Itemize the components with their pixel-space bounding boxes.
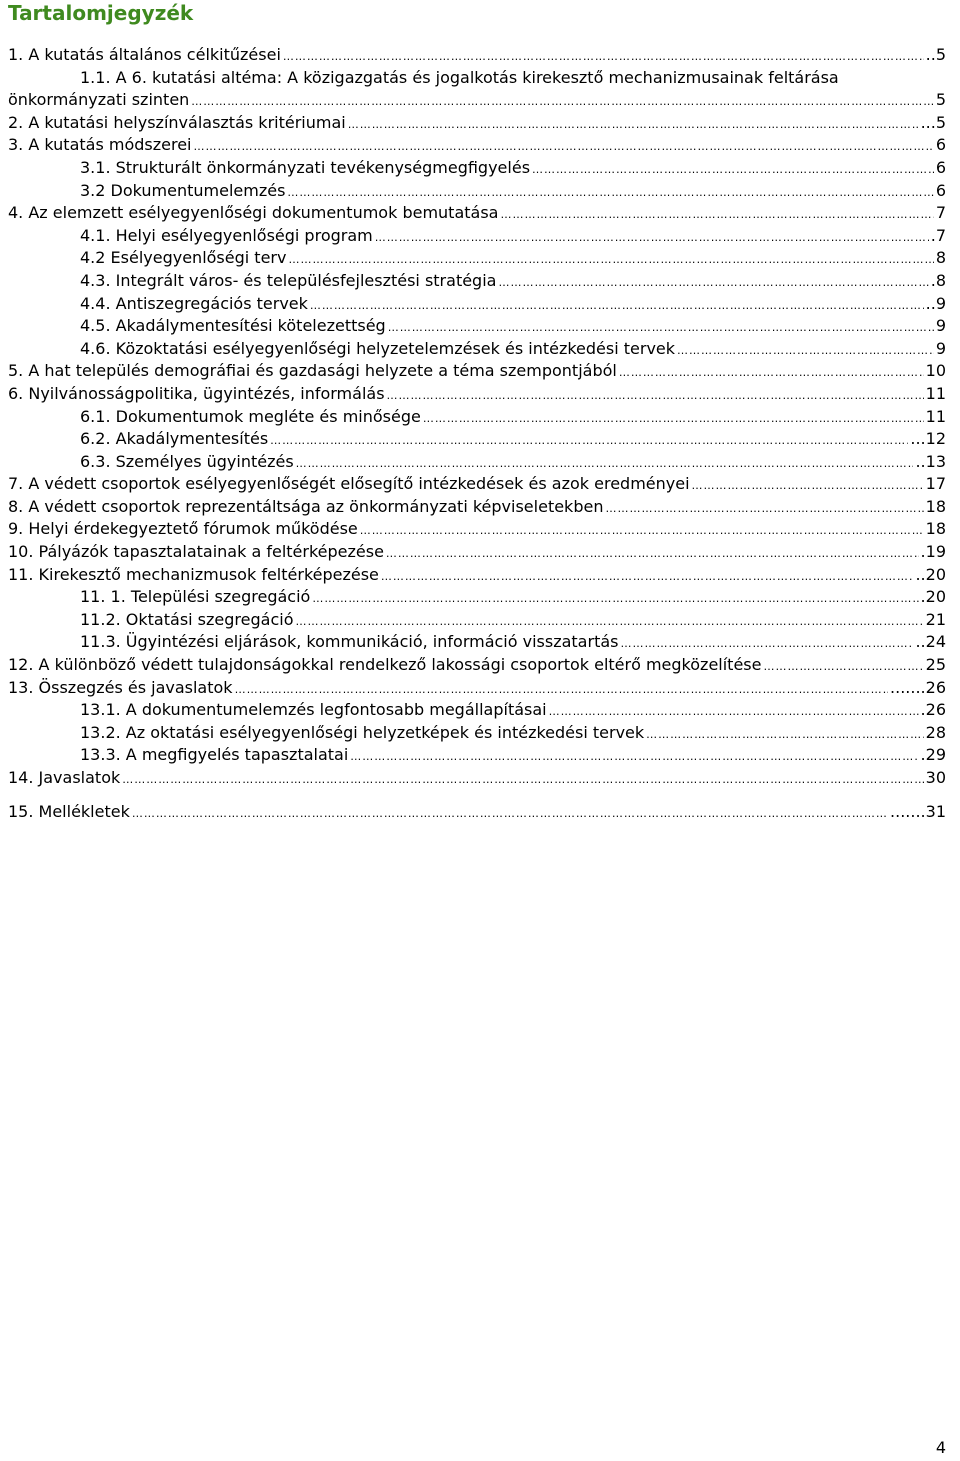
dot-leader	[692, 475, 924, 498]
toc-entry-label: 4.5. Akadálymentesítési kötelezettség	[80, 316, 386, 336]
dot-leader	[191, 91, 934, 114]
toc-entry-label: 12. A különböző védett tulajdonságokkal rendelkező lakossági csoportok eltérő megközelítése	[8, 655, 762, 675]
dot-leader	[423, 408, 924, 431]
toc-entry-page: 17	[925, 474, 946, 494]
toc-entry-label: 4.2 Esélyegyenlőségi terv	[80, 248, 287, 268]
toc-entry[interactable]	[8, 801, 946, 824]
toc-entry-label-continued: önkormányzati szinten	[8, 90, 190, 110]
toc-entry[interactable]	[8, 338, 946, 361]
toc-entry-page: 8	[935, 248, 946, 268]
toc-entry-label: 11. 1. Települési szegregáció	[80, 587, 311, 607]
toc-entry-page: 5	[935, 90, 946, 110]
toc-entry-label: 11. Kirekesztő mechanizmusok feltérképezése	[8, 564, 379, 584]
toc-entry-label: 2. A kutatási helyszínválasztás kritériumai	[8, 112, 346, 132]
toc-entry-label: 4.6. Közoktatási esélyegyenlőségi helyzetelemzések és intézkedési tervek	[80, 338, 676, 358]
toc-entry-label: 3. A kutatás módszerei	[8, 135, 192, 155]
dot-leader	[360, 520, 924, 543]
dot-leader	[283, 46, 924, 69]
dot-leader	[381, 566, 914, 589]
toc-entry-label: 10. Pályázók tapasztalatainak a feltérképezése	[8, 542, 384, 562]
toc-entry-page: .......26	[890, 677, 946, 697]
dot-leader	[348, 114, 919, 137]
toc-entry-page: 7	[935, 203, 946, 223]
toc-entry[interactable]	[8, 157, 946, 180]
toc-entry-page: .29	[920, 745, 946, 765]
toc-entry-label: 13.1. A dokumentumelemzés legfontosabb megállapításai	[80, 700, 547, 720]
toc-entry-label: 7. A védett csoportok esélyegyenlőségét elősegítő intézkedések és azok eredményei	[8, 474, 690, 494]
toc-entry-page: 9	[935, 316, 946, 336]
toc-entry[interactable]	[8, 767, 946, 790]
toc-entry[interactable]	[8, 44, 946, 67]
toc-entry-page: .19	[920, 542, 946, 562]
dot-leader	[194, 136, 934, 159]
toc-entry-label: 4.3. Integrált város- és településfejlesztési stratégia	[80, 270, 497, 290]
toc-entry-page: .26	[920, 700, 946, 720]
toc-entry-label: 3.1. Strukturált önkormányzati tevékenységmegfigyelés	[80, 157, 531, 177]
toc-entry-label: 6. Nyilvánosságpolitika, ügyintézés, informálás	[8, 383, 385, 403]
toc-entry[interactable]	[8, 406, 946, 429]
toc-entry-page: 11	[925, 383, 946, 403]
toc-entry-page: .......31	[890, 801, 946, 821]
dot-leader	[132, 803, 888, 826]
toc-entry-page: ..24	[915, 632, 946, 652]
toc-entry[interactable]	[8, 315, 946, 338]
toc-entry-label: 5. A hat település demográfiai és gazdasági helyzete a téma szempontjából	[8, 361, 617, 381]
dot-leader	[310, 295, 924, 318]
dot-leader	[312, 588, 918, 611]
toc-entry-label: 3.2 Dokumentumelemzés	[80, 180, 286, 200]
toc-entry-continuation	[8, 89, 946, 112]
dot-leader	[122, 769, 923, 792]
toc-entry-label: 11.2. Oktatási szegregáció	[80, 609, 294, 629]
toc-entry[interactable]	[8, 744, 946, 767]
toc-entry-label: 4.4. Antiszegregációs tervek	[80, 293, 308, 313]
toc-entry-page: 30	[925, 768, 946, 787]
dot-leader	[386, 543, 919, 566]
toc-entry[interactable]	[8, 247, 946, 270]
page-number: 4	[935, 1438, 946, 1457]
toc-entry-page: 18	[925, 519, 946, 539]
dot-leader	[295, 611, 923, 634]
toc-entry-label: 8. A védett csoportok reprezentáltsága az önkormányzati képviseletekben	[8, 496, 604, 516]
toc-entry-page: .8	[930, 270, 946, 290]
toc-entry[interactable]	[8, 383, 946, 406]
toc-entry[interactable]	[8, 270, 946, 293]
toc-entry[interactable]	[8, 451, 946, 474]
toc-entry[interactable]	[8, 699, 946, 722]
toc-entry[interactable]	[8, 541, 946, 564]
toc-entry-page: 18	[925, 496, 946, 516]
toc-entry[interactable]	[8, 225, 946, 248]
toc-entry-label: 6.3. Személyes ügyintézés	[80, 451, 294, 471]
toc-entry-label: 6.2. Akadálymentesítés	[80, 429, 269, 449]
toc-entry-page: ..20	[915, 564, 946, 584]
toc-entry-page: 10	[925, 361, 946, 381]
dot-leader	[500, 204, 933, 227]
toc-entry-label: 15. Mellékletek	[8, 801, 130, 821]
toc-entry[interactable]	[8, 677, 946, 700]
toc-entry[interactable]	[8, 654, 946, 677]
toc-entry-page: ..5	[925, 45, 946, 64]
dot-leader	[375, 227, 929, 250]
toc-entry-label: 14. Javaslatok	[8, 768, 121, 787]
dot-leader	[287, 182, 933, 205]
toc-entry-page: ...5	[920, 112, 946, 132]
dot-leader	[296, 453, 914, 476]
toc-entry-page: 21	[925, 609, 946, 629]
toc-entry-label: 6.1. Dokumentumok megléte és minősége	[80, 406, 421, 426]
dot-leader	[388, 317, 934, 340]
toc-entry-page: 25	[925, 655, 946, 675]
dot-leader	[763, 656, 923, 679]
toc-entry[interactable]	[8, 428, 946, 451]
dot-leader	[270, 430, 908, 453]
toc-entry-page: .7	[930, 225, 946, 245]
toc-entry[interactable]	[8, 518, 946, 541]
dot-leader	[350, 746, 918, 769]
toc-entry[interactable]	[8, 496, 946, 519]
toc-entry-page: 28	[925, 722, 946, 742]
toc-entry-label: 4.1. Helyi esélyegyenlőségi program	[80, 225, 373, 245]
dot-leader	[288, 249, 933, 272]
dot-leader	[646, 724, 923, 747]
toc-entry-page: 11	[925, 406, 946, 426]
toc-entry-label: 4. Az elemzett esélyegyenlőségi dokumentumok bemutatása	[8, 203, 499, 223]
toc-entry-page: 9	[935, 338, 946, 358]
toc-entry-label: 9. Helyi érdekegyeztető fórumok működése	[8, 519, 358, 539]
toc-entry-page: ..9	[925, 293, 946, 313]
toc-entry[interactable]	[8, 564, 946, 587]
toc-entry-label: 1. A kutatás általános célkitűzései	[8, 45, 281, 64]
toc-entry[interactable]	[8, 360, 946, 383]
dot-leader	[387, 385, 924, 408]
toc-entry[interactable]	[8, 722, 946, 745]
toc-entry-label: 11.3. Ügyintézési eljárások, kommunikáció, információ visszatartás	[80, 632, 619, 652]
toc-entry-page: 6	[935, 135, 946, 155]
dot-leader	[498, 272, 928, 295]
toc-entry[interactable]	[8, 112, 946, 135]
dot-leader	[619, 362, 924, 385]
table-of-contents	[8, 44, 946, 823]
dot-leader	[620, 633, 913, 656]
toc-entry[interactable]	[8, 293, 946, 316]
dot-leader	[677, 340, 934, 363]
dot-leader	[605, 498, 923, 521]
dot-leader	[235, 679, 888, 702]
toc-entry-page: ...12	[910, 429, 946, 449]
dot-leader	[549, 701, 919, 724]
toc-entry[interactable]	[8, 67, 946, 112]
toc-entry-page: 6	[935, 157, 946, 177]
toc-entry[interactable]	[8, 631, 946, 654]
toc-entry-label: 13. Összegzés és javaslatok	[8, 677, 233, 697]
toc-entry-page: ..13	[915, 451, 946, 471]
toc-entry[interactable]	[8, 586, 946, 609]
toc-entry-label: 1.1. A 6. kutatási altéma: A közigazgatás és jogalkotás kirekesztő mechanizmusainak feltárása	[80, 67, 839, 87]
toc-entry[interactable]	[8, 473, 946, 496]
toc-entry[interactable]	[8, 609, 946, 632]
toc-entry[interactable]	[8, 134, 946, 157]
toc-entry[interactable]	[8, 202, 946, 225]
dot-leader	[532, 159, 934, 182]
toc-entry-page: 6	[935, 180, 946, 200]
toc-title: Tartalomjegyzék	[8, 1, 194, 25]
toc-entry-page: .20	[920, 587, 946, 607]
toc-entry[interactable]	[8, 180, 946, 203]
toc-entry-label: 13.3. A megfigyelés tapasztalatai	[80, 745, 349, 765]
toc-entry-label: 13.2. Az oktatási esélyegyenlőségi helyzetképek és intézkedési tervek	[80, 722, 645, 742]
